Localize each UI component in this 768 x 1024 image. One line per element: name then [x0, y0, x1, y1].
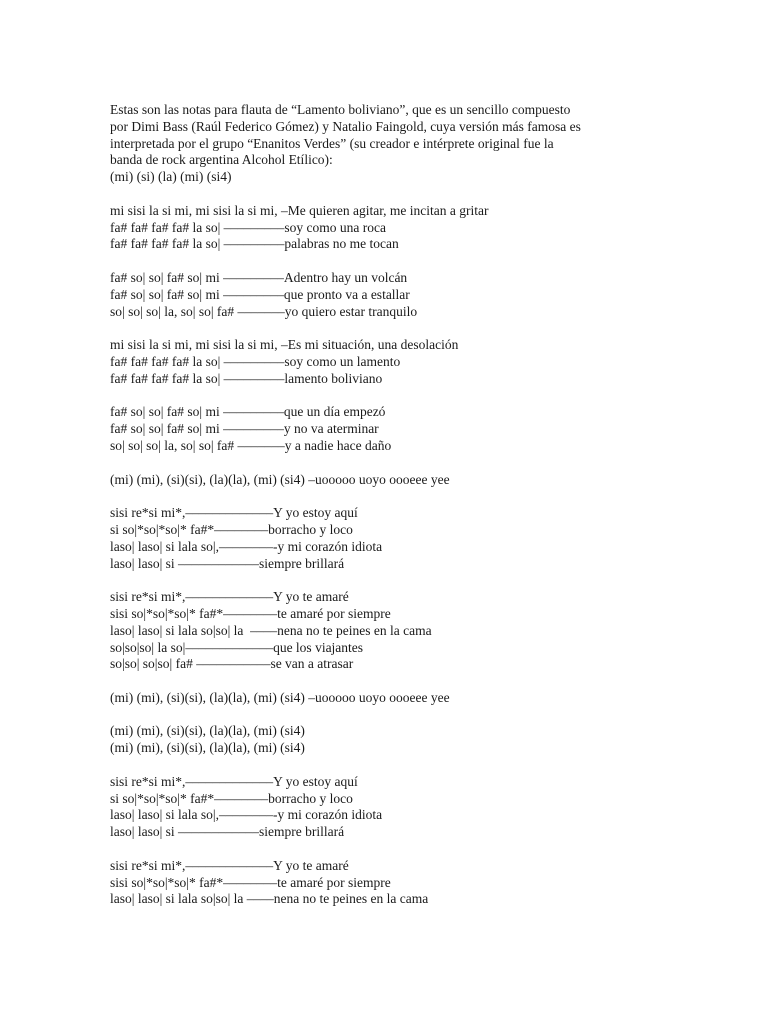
chorus-block [110, 505, 710, 572]
lyric-line: mi sisi la si mi, mi sisi la si mi, –Es mi situación, una desolación [110, 337, 459, 353]
chorus-notes-block [110, 690, 710, 707]
lyric-line: laso| laso| si lala so|,––––––––-y mi corazón idiota [110, 807, 383, 823]
verse-block [110, 404, 710, 454]
verse-block [110, 270, 710, 320]
blank-line [110, 841, 710, 858]
lyric-line: laso| laso| si lala so|so| la ––––nena no te peines en la cama [110, 622, 432, 638]
lyric-line: fa# fa# fa# fa# la so| –––––––––lamento boliviano [110, 370, 383, 386]
lyric-line: fa# fa# fa# fa# la so| –––––––––soy como una roca [110, 219, 386, 235]
blank-line [110, 673, 710, 690]
lyric-line: laso| laso| si ––––––––––––siempre brillará [110, 824, 345, 840]
lyric-line: laso| laso| si lala so|so| la ––––nena no te peines en la cama [110, 891, 429, 907]
blank-line [110, 388, 710, 405]
lyric-line: sisi re*si mi*,–––––––––––––Y yo te amaré [110, 589, 349, 605]
lyric-line: so| so| so| la, so| so| fa# –––––––yo quiero estar tranquilo [110, 303, 418, 319]
lyric-line: fa# fa# fa# fa# la so| –––––––––soy como un lamento [110, 353, 401, 369]
lyric-line: sisi re*si mi*,–––––––––––––Y yo estoy aquí [110, 773, 358, 789]
lyric-line: fa# so| so| fa# so| mi –––––––––que un día empezó [110, 404, 386, 420]
chorus-block [110, 858, 710, 908]
lyric-line: mi sisi la si mi, mi sisi la si mi, –Me quieren agitar, me incitan a gritar [110, 202, 489, 218]
verse-block [110, 337, 710, 387]
lyric-line: so| so| so| la, so| so| fa# –––––––y a nadie hace daño [110, 437, 392, 453]
lyric-line: sisi so|*so|*so|* fa#*––––––––te amaré por siempre [110, 605, 391, 621]
intro-paragraph [110, 102, 710, 186]
blank-line [110, 757, 710, 774]
lyric-line: si so|*so|*so|* fa#*––––––––borracho y loco [110, 521, 353, 537]
lyric-line: fa# so| so| fa# so| mi –––––––––y no va aterminar [110, 421, 379, 437]
lyric-line: si so|*so|*so|* fa#*––––––––borracho y loco [110, 790, 353, 806]
notes-line: (mi) (mi), (si)(si), (la)(la), (mi) (si4) [110, 740, 305, 756]
blank-line [110, 320, 710, 337]
text-line: Estas son las notas para flauta de “Lamento boliviano”, que es un sencillo compuesto [110, 102, 571, 117]
lyric-line: fa# so| so| fa# so| mi –––––––––Adentro hay un volcán [110, 269, 408, 285]
lyric-line: laso| laso| si ––––––––––––siempre brillará [110, 555, 345, 571]
lyric-line: so|so|so| la so|–––––––––––––que los viajantes [110, 639, 364, 655]
blank-line [110, 186, 710, 203]
lyric-line: sisi re*si mi*,–––––––––––––Y yo estoy aquí [110, 505, 358, 521]
blank-line [110, 707, 710, 724]
blank-line [110, 488, 710, 505]
lyric-line: fa# fa# fa# fa# la so| –––––––––palabras no me tocan [110, 236, 399, 252]
text-line: por Dimi Bass (Raúl Federico Gómez) y Natalio Faingold, cuya versión más famosa es [110, 118, 581, 134]
chorus-block [110, 589, 710, 673]
notes-block [110, 723, 710, 757]
chorus-notes-block [110, 472, 710, 489]
notes-line: (mi) (mi), (si)(si), (la)(la), (mi) (si4) –uooooo uoyo oooeee yee [110, 471, 450, 487]
blank-line [110, 253, 710, 270]
blank-line [110, 455, 710, 472]
text-line: interpretada por el grupo “Enanitos Verdes” (su creador e intérprete original fue la [110, 135, 554, 151]
lyric-line: so|so| so|so| fa# –––––––––––se van a atrasar [110, 656, 354, 672]
lyric-line: laso| laso| si lala so|,––––––––-y mi corazón idiota [110, 538, 383, 554]
verse-block [110, 203, 710, 253]
notes-line: (mi) (mi), (si)(si), (la)(la), (mi) (si4) –uooooo uoyo oooeee yee [110, 689, 450, 705]
lyric-line: sisi so|*so|*so|* fa#*––––––––te amaré por siempre [110, 874, 391, 890]
notes-line: (mi) (mi), (si)(si), (la)(la), (mi) (si4) [110, 723, 305, 739]
notes-line: (mi) (si) (la) (mi) (si4) [110, 169, 232, 185]
lyric-line: sisi re*si mi*,–––––––––––––Y yo te amaré [110, 857, 349, 873]
document-page [110, 102, 710, 908]
lyric-line: fa# so| so| fa# so| mi –––––––––que pronto va a estallar [110, 286, 410, 302]
blank-line [110, 572, 710, 589]
text-line: banda de rock argentina Alcohol Etílico): [110, 152, 333, 168]
chorus-block [110, 774, 710, 841]
